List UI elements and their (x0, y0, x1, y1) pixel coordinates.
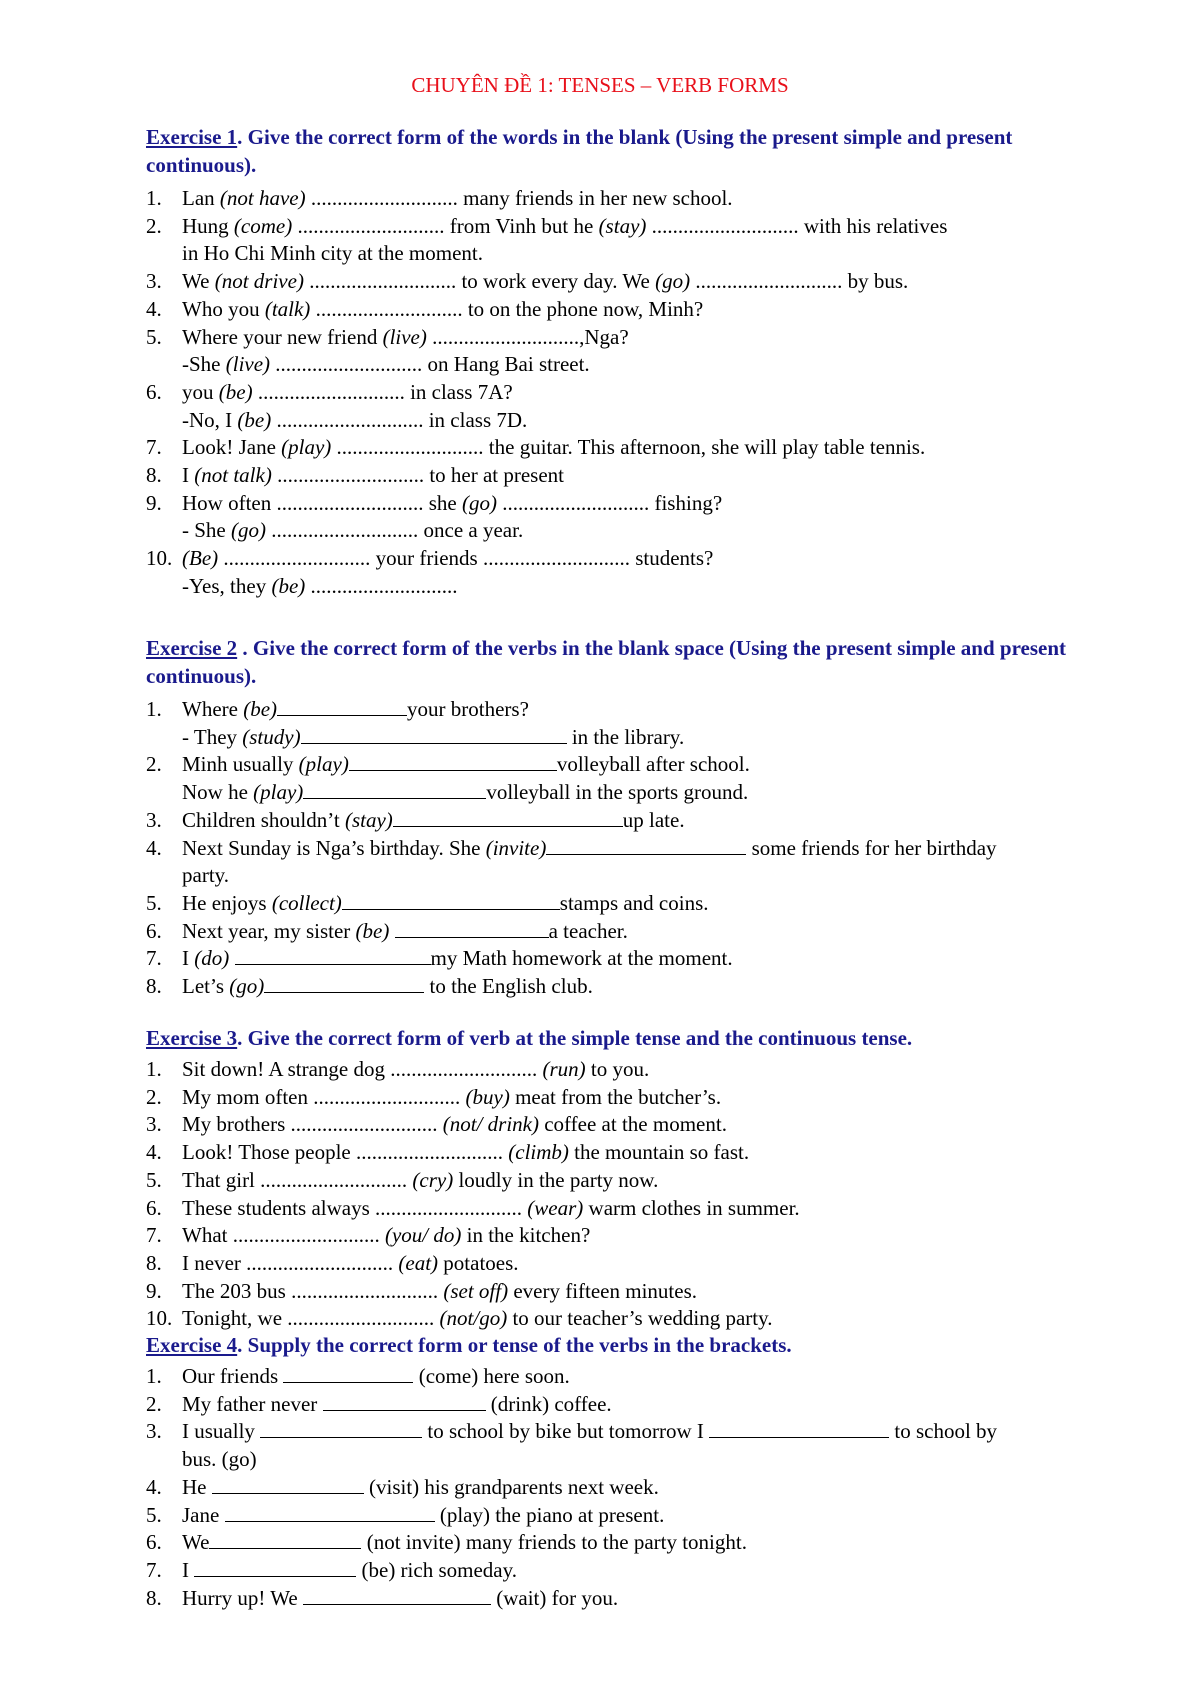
exercise-separator: . (237, 125, 248, 149)
item-text (182, 806, 685, 834)
verb-hint: (not drive) (214, 269, 304, 294)
item-number: 4. (146, 1140, 162, 1165)
answer-blank[interactable] (301, 725, 567, 744)
item-text-segment: ............................ by bus. (690, 269, 909, 294)
item-text-segment: Let’s (182, 974, 230, 998)
item-text-segment: Look! Jane (182, 435, 282, 460)
exercise-instruction: Give the correct form of the verbs in the blank space (Using the present simple and present continuous). (146, 636, 1067, 688)
item-text-segment: I never ............................ (182, 1250, 399, 1275)
item-text (182, 544, 713, 572)
item-text-segment: -No, I (182, 407, 238, 432)
item-text-segment: ............................ on Hang Bai street. (270, 352, 590, 377)
item-text-segment: some friends for her birthday (746, 835, 997, 860)
verb-hint: (collect) (271, 890, 342, 915)
answer-blank[interactable] (277, 697, 407, 716)
item-text-segment: - She (182, 518, 231, 543)
item-text (182, 433, 925, 461)
exercise-separator: . (237, 1026, 248, 1050)
item-number: 6. (146, 918, 162, 943)
exercise-label: Exercise 1 (146, 125, 238, 149)
verb-hint: (play) (298, 752, 349, 777)
item-text (182, 834, 997, 862)
item-text (182, 1528, 747, 1556)
answer-blank[interactable] (194, 1558, 356, 1577)
item-number: 8. (146, 974, 162, 998)
verb-hint: (run) (542, 1057, 586, 1081)
verb-hint: (not have) (219, 186, 306, 210)
exercise-heading (146, 1024, 1106, 1052)
item-text (182, 1584, 618, 1612)
item-text-segment: I usually (182, 1419, 261, 1444)
item-text-segment: loudly in the party now. (453, 1167, 659, 1192)
item-text-segment: Minh usually (182, 752, 299, 777)
item-text-segment: Jane (182, 1502, 225, 1527)
item-text-segment: to school by (889, 1419, 998, 1444)
item-text-segment: (wait) for you. (490, 1585, 619, 1610)
item-number: 8. (146, 1585, 162, 1610)
item-number: 5. (146, 890, 162, 915)
answer-blank[interactable] (395, 919, 549, 938)
exercise-instruction: Supply the correct form or tense of the verbs in the brackets. (247, 1333, 792, 1357)
item-text-segment: Our friends (182, 1364, 284, 1388)
item-text-segment: ............................ once a year. (266, 518, 524, 543)
item-text (182, 1110, 727, 1138)
exercise-instruction: Give the correct form of verb at the simple tense and the continuous tense. (247, 1026, 913, 1050)
item-text-segment: in the kitchen? (461, 1223, 591, 1248)
item-text-segment: meat from the butcher’s. (509, 1084, 722, 1109)
item-text-segment: Where your new friend (182, 324, 383, 349)
item-text-segment: ............................,Nga? (426, 324, 629, 349)
verb-hint: (talk) (264, 296, 311, 321)
item-text-segment: a teacher. (548, 918, 628, 943)
item-text (182, 917, 628, 945)
verb-hint: (live) (382, 324, 427, 349)
item-text-segment: Children shouldn’t (182, 807, 345, 832)
item-number: 6. (146, 1530, 162, 1555)
item-text-segment: He (182, 1474, 212, 1499)
item-text (182, 516, 523, 544)
item-text-segment: in the library. (566, 724, 685, 749)
item-text-segment: We (182, 1530, 210, 1555)
verb-hint: (wear) (527, 1195, 584, 1220)
item-text-segment: ............................ (305, 573, 458, 598)
item-text-segment: warm clothes in summer. (583, 1195, 800, 1220)
exercise-label: Exercise 3 (146, 1026, 238, 1050)
item-text-segment: My father never (182, 1391, 323, 1416)
verb-hint: (play) (253, 780, 304, 805)
verb-hint: (study) (242, 724, 301, 749)
item-text (182, 1055, 649, 1083)
exercise-instruction: Give the correct form of the words in the blank (Using the present simple and present continuous). (146, 125, 1013, 177)
item-number: 3. (146, 807, 162, 832)
verb-hint: (cry) (412, 1167, 454, 1192)
verb-hint: (buy) (465, 1084, 510, 1109)
item-text-segment: (drink) coffee. (485, 1391, 612, 1416)
item-text-segment: (not invite) many friends to the party tonight. (361, 1530, 747, 1555)
item-text-segment: you (182, 379, 219, 404)
verb-hint: (be) (355, 918, 390, 943)
item-text-segment: ............................ to her at present (271, 463, 565, 487)
verb-hint: (be) (237, 407, 272, 432)
exercise-separator: . (237, 1333, 248, 1357)
item-text (182, 1362, 570, 1390)
exercise-heading (146, 634, 1106, 690)
answer-blank[interactable] (260, 1419, 422, 1438)
item-number: 2. (146, 1084, 162, 1109)
item-text-segment: Who you (182, 296, 265, 321)
item-number: 2. (146, 752, 162, 777)
verb-hint: (go) (229, 974, 265, 998)
item-text (182, 723, 684, 751)
item-text (182, 1083, 721, 1111)
item-number: 1. (146, 1364, 162, 1388)
item-number: 1. (146, 697, 162, 721)
item-text (182, 1473, 659, 1501)
item-text-segment: to you. (585, 1057, 650, 1081)
item-text (182, 1390, 612, 1418)
item-text-segment: Next Sunday is Nga’s birthday. She (182, 835, 486, 860)
item-text-segment: ............................ the guitar. This afternoon, she will play table tennis. (331, 435, 926, 460)
answer-blank[interactable] (342, 891, 560, 910)
item-number: 1. (146, 1057, 162, 1081)
item-text (182, 972, 593, 1000)
item-text-segment: to our teacher’s wedding party. (507, 1306, 773, 1331)
answer-blank[interactable] (212, 1475, 364, 1494)
verb-hint: (be) (271, 573, 306, 598)
exercise-heading (146, 1331, 1106, 1359)
item-text-segment: bus. (go) (182, 1447, 257, 1472)
item-text-segment: in Ho Chi Minh city at the moment. (182, 241, 483, 266)
verb-hint: (not/go) (439, 1306, 508, 1331)
item-text (182, 1166, 658, 1194)
item-text-segment: ............................ to work every day. We (303, 269, 656, 294)
item-text-segment: ............................ with his relatives (646, 213, 948, 238)
item-text (182, 1277, 697, 1305)
item-number: 7. (146, 946, 162, 971)
item-text-segment: I (182, 1557, 195, 1582)
item-text (182, 944, 733, 972)
item-text-segment: ............................ from Vinh but he (292, 213, 599, 238)
item-number: 7. (146, 435, 162, 460)
item-number: 4. (146, 835, 162, 860)
item-text-segment: Where (182, 697, 244, 721)
item-number: 2. (146, 1391, 162, 1416)
item-text (182, 778, 748, 806)
item-number: 9. (146, 490, 162, 515)
answer-blank[interactable] (264, 974, 424, 993)
item-text (182, 406, 527, 434)
verb-hint: (Be) (182, 546, 219, 571)
answer-blank[interactable] (349, 752, 557, 771)
item-number: 8. (146, 463, 162, 487)
verb-hint: (set off) (443, 1278, 509, 1303)
verb-hint: (go) (461, 490, 497, 515)
verb-hint: (you/ do) (384, 1223, 462, 1248)
verb-hint: (be) (243, 697, 278, 721)
item-number: 10. (146, 546, 173, 571)
item-text-segment: -Yes, they (182, 573, 272, 598)
item-text (182, 461, 564, 489)
item-number: 3. (146, 1112, 162, 1137)
verb-hint: (not/ drink) (442, 1112, 539, 1137)
item-text-segment: volleyball after school. (556, 752, 750, 777)
item-text (182, 350, 590, 378)
item-text (182, 295, 703, 323)
item-text (182, 1417, 997, 1445)
item-number: 9. (146, 1278, 162, 1303)
item-text (182, 1304, 773, 1332)
item-number: 2. (146, 213, 162, 238)
item-text-segment: My mom often ............................ (182, 1084, 466, 1109)
answer-blank[interactable] (235, 946, 431, 965)
item-text (182, 695, 529, 723)
verb-hint: (eat) (398, 1250, 439, 1275)
item-text-segment: I (182, 946, 195, 971)
verb-hint: (go) (655, 269, 691, 294)
item-text-segment: Look! Those people ............................ (182, 1140, 509, 1165)
item-text-segment: the mountain so fast. (568, 1140, 750, 1165)
item-text-segment: stamps and coins. (559, 890, 709, 915)
item-text-segment: party. (182, 863, 230, 888)
item-text-segment: My brothers ............................ (182, 1112, 443, 1137)
item-text (182, 1194, 800, 1222)
item-text-segment: (play) the piano at present. (434, 1502, 665, 1527)
item-text-segment: to the English club. (424, 974, 593, 998)
item-text (182, 184, 733, 212)
item-text-segment: Hung (182, 213, 234, 238)
item-text-segment: I (182, 463, 195, 487)
item-text-segment: We (182, 269, 215, 294)
item-text-segment: every fifteen minutes. (508, 1278, 697, 1303)
item-number: 1. (146, 186, 162, 210)
item-number: 3. (146, 1419, 162, 1444)
exercise-label: Exercise 4 (146, 1333, 238, 1357)
item-text-segment: ............................ your friends ............................ students? (218, 546, 714, 571)
item-text-segment: Now he (182, 780, 254, 805)
item-number: 5. (146, 1167, 162, 1192)
exercise-label: Exercise 2 (146, 636, 238, 660)
item-number: 5. (146, 1502, 162, 1527)
document-title: CHUYÊN ĐỀ 1: TENSES – VERB FORMS (411, 73, 789, 97)
verb-hint: (climb) (508, 1140, 569, 1165)
verb-hint: (be) (218, 379, 253, 404)
item-text (182, 489, 722, 517)
item-number: 8. (146, 1250, 162, 1275)
item-number: 7. (146, 1557, 162, 1582)
exercise-separator: . (237, 636, 253, 660)
verb-hint: (live) (225, 352, 271, 377)
item-number: 3. (146, 269, 162, 294)
item-text-segment: up late. (622, 807, 685, 832)
item-text-segment: my Math homework at the moment. (430, 946, 733, 971)
answer-blank[interactable] (303, 1586, 491, 1605)
exercise-heading (146, 123, 1106, 179)
item-text (182, 1445, 257, 1473)
item-text (182, 1221, 590, 1249)
item-text (182, 212, 947, 240)
item-text-segment: These students always ............................ (182, 1195, 528, 1220)
item-text-segment: ............................ in class 7A? (252, 379, 513, 404)
answer-blank[interactable] (283, 1364, 413, 1383)
item-text (182, 889, 709, 917)
item-text-segment: ............................ many friends in her new school. (305, 186, 733, 210)
item-text (182, 1556, 517, 1584)
item-number: 10. (146, 1306, 173, 1331)
item-text-segment: -She (182, 352, 226, 377)
item-text-segment: - They (182, 724, 243, 749)
answer-blank[interactable] (546, 836, 746, 855)
item-text (182, 1501, 664, 1529)
item-text-segment: Hurry up! We (182, 1585, 303, 1610)
item-text-segment: Lan (182, 186, 220, 210)
item-text-segment: Tonight, we ............................ (182, 1306, 440, 1331)
item-text (182, 378, 513, 406)
item-text-segment: ............................ fishing? (496, 490, 723, 515)
verb-hint: (go) (231, 518, 266, 543)
item-text-segment: coffee at the moment. (538, 1112, 727, 1137)
item-text-segment: to school by bike but tomorrow I (422, 1419, 710, 1444)
item-text-segment: your brothers? (407, 697, 529, 721)
verb-hint: (stay) (344, 807, 393, 832)
verb-hint: (stay) (598, 213, 647, 238)
item-text-segment: The 203 bus ............................ (182, 1278, 444, 1303)
item-text-segment: ............................ to on the phone now, Minh? (310, 296, 704, 321)
item-text-segment: What ............................ (182, 1223, 385, 1248)
item-text-segment: (visit) his grandparents next week. (363, 1474, 659, 1499)
item-text-segment: Sit down! A strange dog ............................ (182, 1057, 543, 1081)
verb-hint: (come) (233, 213, 293, 238)
verb-hint: (do) (194, 946, 230, 971)
item-text-segment: How often ............................ she (182, 490, 462, 515)
item-number: 6. (146, 379, 162, 404)
item-text-segment: (be) rich someday. (356, 1557, 517, 1582)
item-text-segment: He enjoys (182, 890, 272, 915)
item-text-segment: volleyball in the sports ground. (486, 780, 749, 805)
item-text (182, 861, 229, 889)
item-text (182, 572, 458, 600)
item-text-segment: Next year, my sister (182, 918, 356, 943)
verb-hint: (not talk) (194, 463, 272, 487)
verb-hint: (invite) (485, 835, 547, 860)
answer-blank[interactable] (225, 1503, 435, 1522)
answer-blank[interactable] (303, 780, 486, 799)
answer-blank[interactable] (323, 1392, 486, 1411)
item-text-segment: ............................ in class 7D. (271, 407, 528, 432)
item-number: 7. (146, 1223, 162, 1248)
item-text (182, 323, 629, 351)
item-text (182, 1138, 749, 1166)
item-text-segment: That girl ............................ (182, 1167, 413, 1192)
verb-hint: (play) (281, 435, 332, 460)
item-text (182, 1249, 519, 1277)
answer-blank[interactable] (209, 1530, 361, 1549)
item-number: 4. (146, 296, 162, 321)
item-number: 4. (146, 1474, 162, 1499)
item-text-segment: (come) here soon. (413, 1364, 570, 1388)
item-text (182, 267, 908, 295)
answer-blank[interactable] (709, 1419, 889, 1438)
item-text (182, 239, 483, 267)
answer-blank[interactable] (393, 808, 623, 827)
item-text (182, 750, 750, 778)
item-number: 6. (146, 1195, 162, 1220)
item-number: 5. (146, 324, 162, 349)
item-text-segment: potatoes. (438, 1250, 519, 1275)
